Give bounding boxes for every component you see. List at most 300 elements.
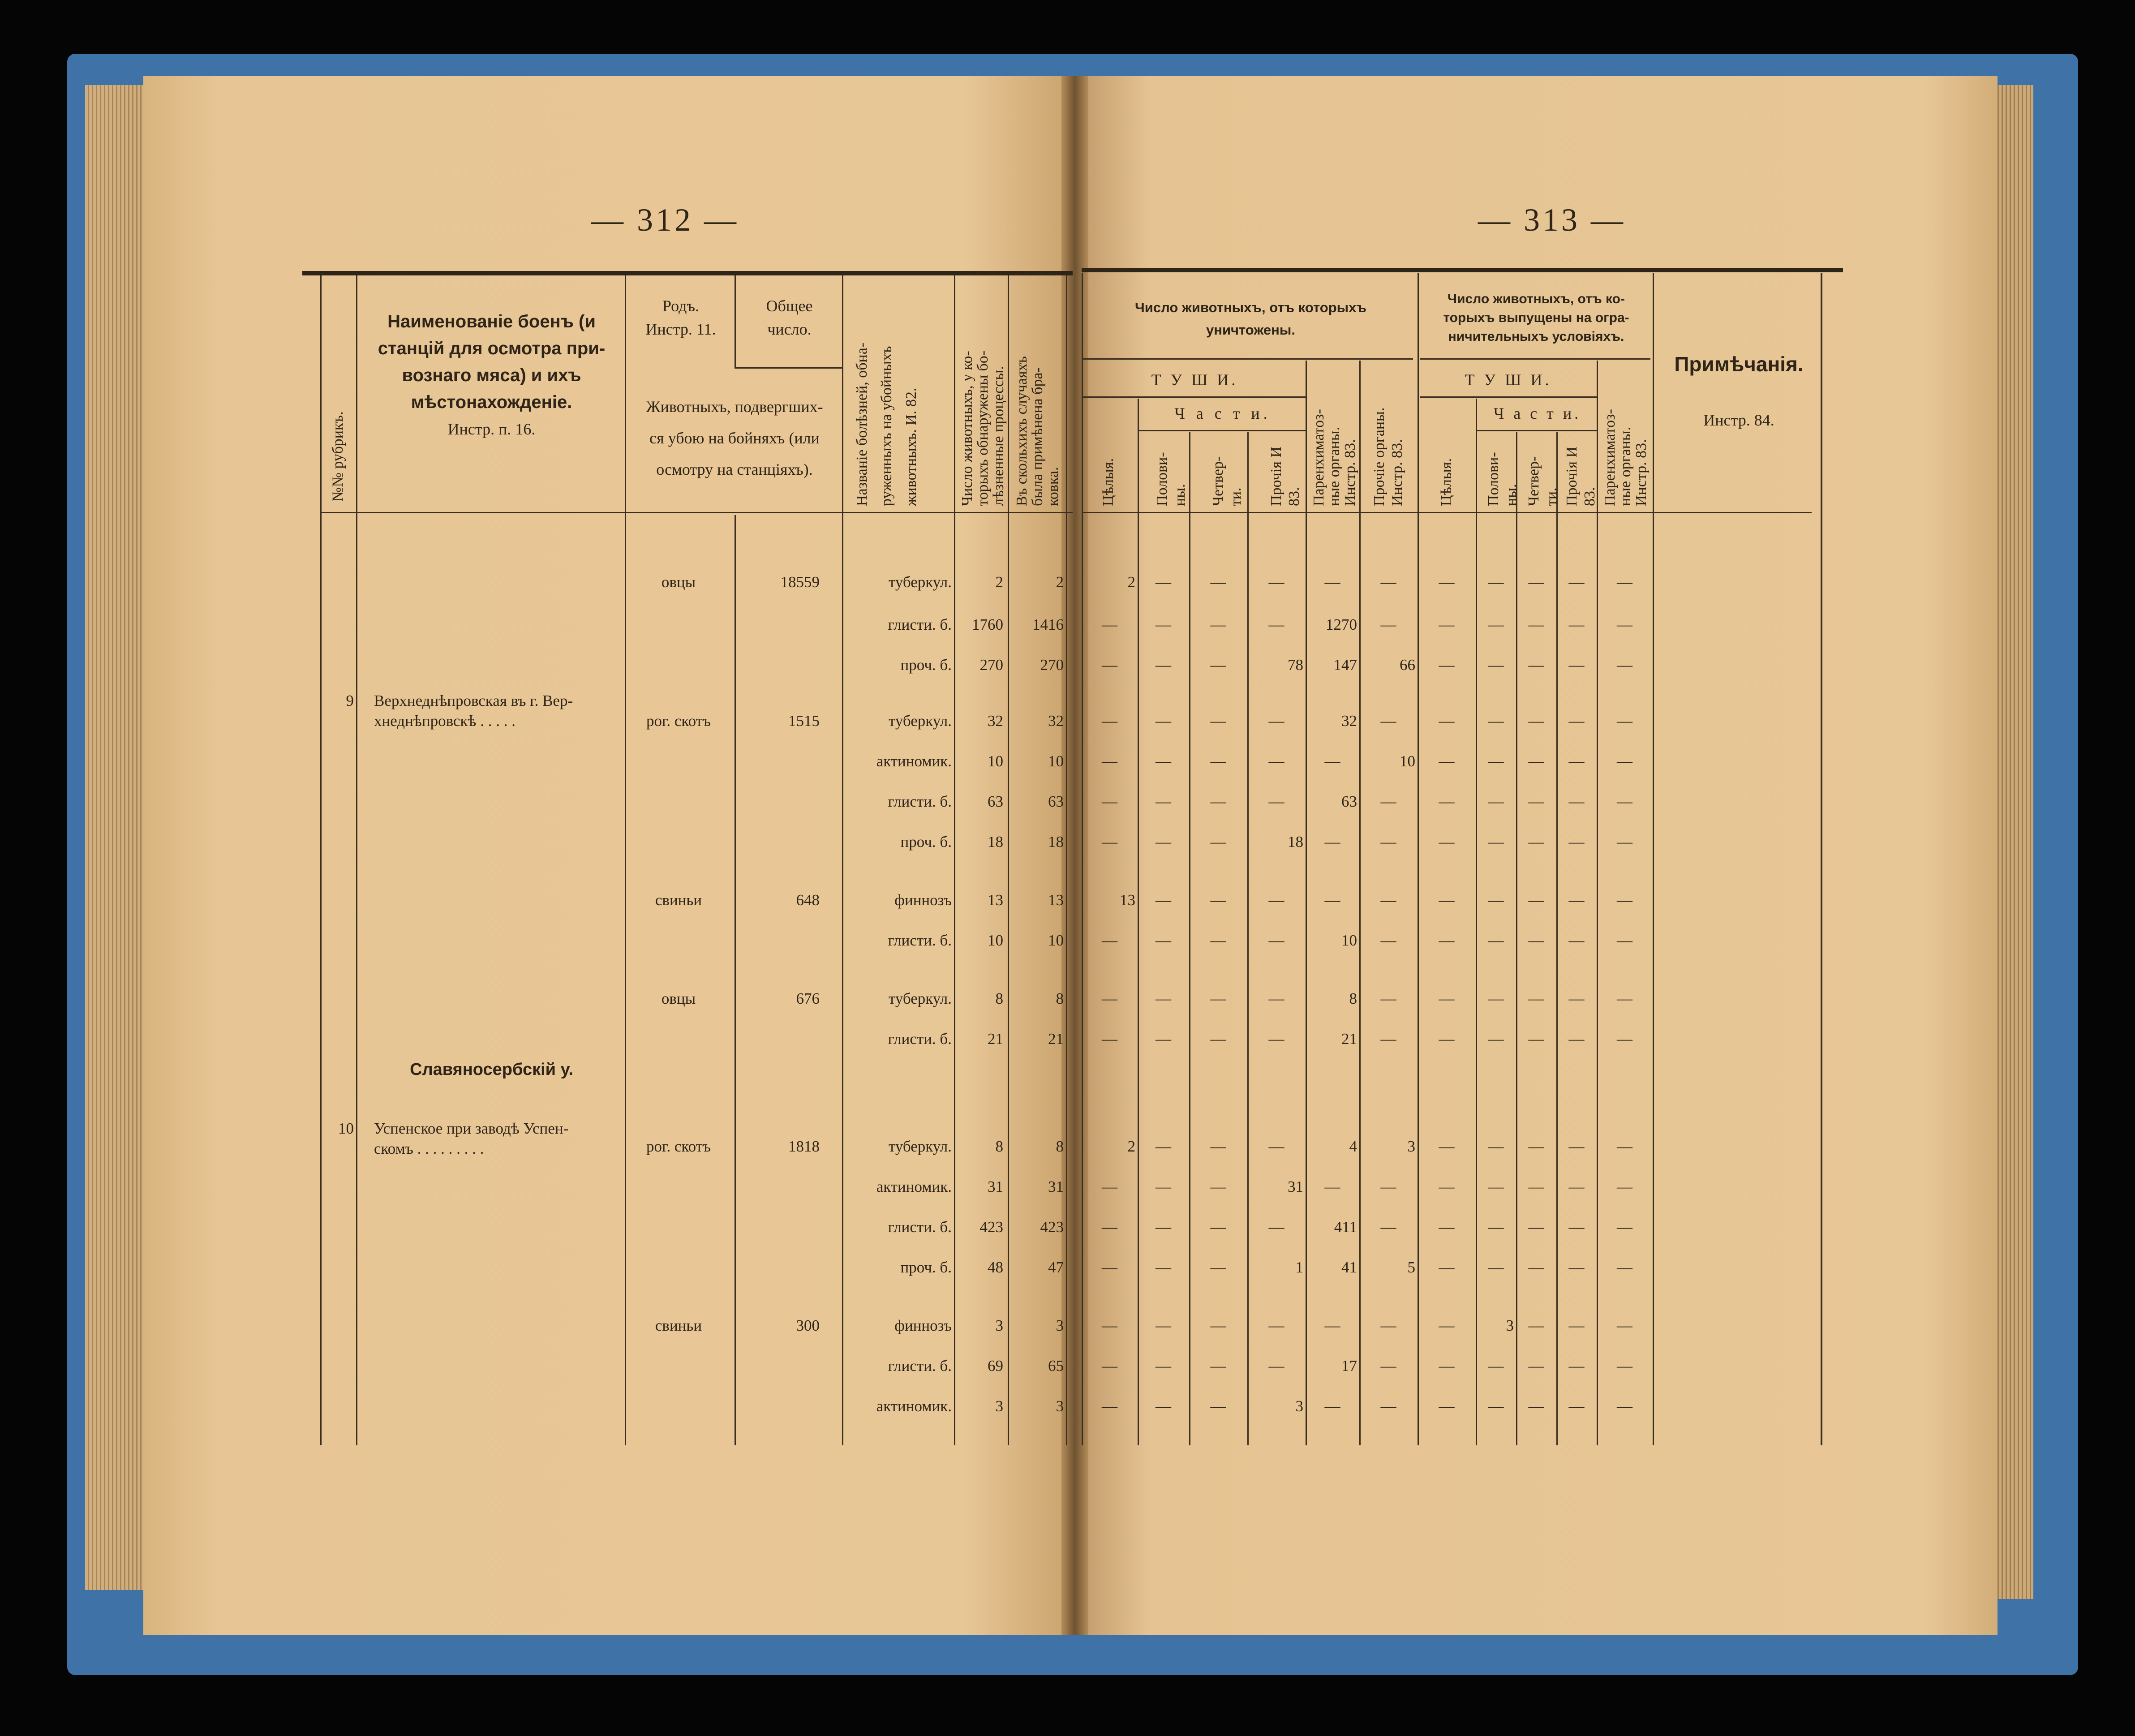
other-cell: 18 bbox=[1288, 833, 1303, 851]
halves-cell: — bbox=[1156, 1218, 1171, 1236]
left-header-bottom-rule bbox=[320, 512, 1073, 513]
disease-name-cell: проч. б. bbox=[900, 833, 952, 851]
r-paren-cell: — bbox=[1617, 793, 1632, 810]
header-name-5: Инстр. п. 16. bbox=[447, 420, 536, 438]
quarters-cell: — bbox=[1210, 990, 1226, 1007]
header-total-1: Общее bbox=[766, 297, 813, 315]
other-cell: — bbox=[1268, 1030, 1284, 1048]
destroyed-header-rule bbox=[1082, 358, 1413, 360]
r-halves-cell: — bbox=[1488, 891, 1504, 909]
condemned-cases-cell: 3 bbox=[1056, 1317, 1064, 1334]
r-whole-cell: — bbox=[1439, 752, 1455, 770]
disease-name-cell: актиномик. bbox=[876, 752, 952, 770]
r-quarters-cell: — bbox=[1528, 1030, 1544, 1048]
entry-number: 9 bbox=[346, 692, 354, 709]
condemned-cases-cell: 10 bbox=[1048, 752, 1064, 770]
r-whole-cell: — bbox=[1439, 1030, 1455, 1048]
animal-kind-cell: рог. скотъ bbox=[646, 712, 711, 730]
paren-cell: — bbox=[1324, 833, 1340, 851]
r-other-cell: — bbox=[1568, 891, 1585, 909]
r-quarters-cell: — bbox=[1528, 793, 1544, 810]
r-halves-cell: — bbox=[1488, 1030, 1504, 1048]
r-halves-cell: — bbox=[1488, 1397, 1504, 1415]
other-cell: 1 bbox=[1295, 1259, 1303, 1276]
disease-name-cell: туберкул. bbox=[889, 573, 952, 591]
r-halves-cell: — bbox=[1488, 656, 1504, 674]
halves-cell: — bbox=[1156, 891, 1171, 909]
r-paren-cell: — bbox=[1617, 932, 1632, 949]
r-quarters-cell: — bbox=[1528, 1259, 1544, 1276]
header-parenchyma-1: Паренхиматоз- bbox=[1310, 409, 1327, 506]
organs-cell: — bbox=[1380, 573, 1396, 591]
quarters-cell: — bbox=[1210, 1259, 1226, 1276]
right-top-rule bbox=[1082, 268, 1843, 272]
other-cell: — bbox=[1268, 712, 1284, 730]
col-line bbox=[1597, 361, 1598, 1445]
r-quarters-cell: — bbox=[1528, 1138, 1544, 1155]
organs-cell: 5 bbox=[1407, 1259, 1415, 1276]
r-halves-cell: 3 bbox=[1506, 1317, 1514, 1334]
col-line bbox=[954, 275, 955, 1445]
affected-count-cell: 3 bbox=[995, 1397, 1003, 1415]
r-quarters-cell: — bbox=[1528, 1218, 1544, 1236]
halves-cell: — bbox=[1156, 833, 1171, 851]
r-other-cell: — bbox=[1568, 833, 1585, 851]
condemned-cases-cell: 65 bbox=[1048, 1357, 1064, 1375]
affected-count-cell: 1760 bbox=[972, 616, 1003, 633]
organs-cell: — bbox=[1380, 1178, 1396, 1195]
r-halves-cell: — bbox=[1488, 573, 1504, 591]
animal-total-cell: 1818 bbox=[788, 1138, 820, 1155]
r-quarters-cell: — bbox=[1528, 990, 1544, 1007]
animal-total-cell: 300 bbox=[796, 1317, 820, 1334]
r-halves-cell: — bbox=[1488, 990, 1504, 1007]
header-r-halves: Полови-ны. bbox=[1485, 452, 1520, 506]
col-line bbox=[1476, 399, 1477, 1445]
r-other-cell: — bbox=[1568, 1317, 1585, 1334]
other-cell: — bbox=[1268, 932, 1284, 949]
kind-total-separator bbox=[735, 367, 843, 369]
header-r-carcasses: Т У Ш И. bbox=[1465, 371, 1552, 389]
carcasses-rule bbox=[1082, 396, 1306, 398]
affected-count-cell: 2 bbox=[995, 573, 1003, 591]
other-cell: — bbox=[1268, 573, 1284, 591]
header-animals-1: Животныхъ, подвергших- bbox=[646, 398, 823, 416]
col-line bbox=[1138, 399, 1139, 1445]
animal-kind-cell: свиньи bbox=[655, 891, 702, 909]
animal-kind-cell: свиньи bbox=[655, 1317, 702, 1334]
whole-cell: — bbox=[1102, 1218, 1117, 1236]
organs-cell: 66 bbox=[1400, 656, 1415, 674]
disease-name-cell: туберкул. bbox=[889, 990, 952, 1007]
r-halves-cell: — bbox=[1488, 752, 1504, 770]
condemned-cases-cell: 31 bbox=[1048, 1178, 1064, 1195]
header-rubric: №№ рубрикъ. bbox=[330, 411, 346, 502]
r-whole-cell: — bbox=[1439, 1317, 1455, 1334]
organs-cell: — bbox=[1380, 1397, 1396, 1415]
quarters-cell: — bbox=[1210, 1317, 1226, 1334]
right-page-number: — 313 — bbox=[1478, 202, 1626, 238]
col-line bbox=[1516, 432, 1517, 1445]
disease-name-cell: актиномик. bbox=[876, 1178, 952, 1195]
header-other-organs-2: Инстр. 83. bbox=[1389, 439, 1405, 506]
whole-cell: — bbox=[1102, 752, 1117, 770]
header-disease-3: животныхъ. И. 82. bbox=[903, 387, 919, 506]
quarters-cell: — bbox=[1210, 833, 1226, 851]
affected-count-cell: 8 bbox=[995, 990, 1003, 1007]
header-parenchyma-3: Инстр. 83. bbox=[1342, 439, 1358, 506]
r-whole-cell: — bbox=[1439, 990, 1455, 1007]
r-quarters-cell: — bbox=[1528, 656, 1544, 674]
entry-name-line-1: Верхнеднѣпровская въ г. Вер- bbox=[374, 692, 573, 709]
r-other-cell: — bbox=[1568, 616, 1585, 633]
r-whole-cell: — bbox=[1439, 1178, 1455, 1195]
r-whole-cell: — bbox=[1439, 891, 1455, 909]
condemned-cases-cell: 1416 bbox=[1032, 616, 1064, 633]
r-other-cell: — bbox=[1568, 1259, 1585, 1276]
halves-cell: — bbox=[1156, 712, 1171, 730]
quarters-cell: — bbox=[1210, 752, 1226, 770]
r-quarters-cell: — bbox=[1528, 712, 1544, 730]
disease-name-cell: глисти. б. bbox=[888, 932, 952, 949]
r-paren-cell: — bbox=[1617, 1178, 1632, 1195]
organs-cell: — bbox=[1380, 932, 1396, 949]
left-top-rule bbox=[302, 271, 1073, 275]
r-other-cell: — bbox=[1568, 1357, 1585, 1375]
r-whole-cell: — bbox=[1439, 793, 1455, 810]
header-kind-1: Родъ. bbox=[662, 297, 700, 315]
organs-cell: — bbox=[1380, 833, 1396, 851]
affected-count-cell: 3 bbox=[995, 1317, 1003, 1334]
affected-count-cell: 21 bbox=[988, 1030, 1003, 1048]
r-other-cell: — bbox=[1568, 1218, 1585, 1236]
r-quarters-cell: — bbox=[1528, 1317, 1544, 1334]
r-other-cell: — bbox=[1568, 573, 1585, 591]
disease-name-cell: финнозъ bbox=[894, 1317, 952, 1334]
halves-cell: — bbox=[1156, 990, 1171, 1007]
col-line bbox=[842, 275, 843, 1445]
col-line bbox=[735, 515, 736, 1445]
paren-cell: 63 bbox=[1341, 793, 1357, 810]
whole-cell: — bbox=[1102, 833, 1117, 851]
r-quarters-cell: — bbox=[1528, 1397, 1544, 1415]
other-cell: 78 bbox=[1288, 656, 1303, 674]
affected-count-cell: 69 bbox=[988, 1357, 1003, 1375]
r-paren-cell: — bbox=[1617, 833, 1632, 851]
col-line bbox=[1247, 432, 1249, 1445]
whole-cell: — bbox=[1102, 793, 1117, 810]
disease-name-cell: проч. б. bbox=[900, 1259, 952, 1276]
halves-cell: — bbox=[1156, 616, 1171, 633]
col-line bbox=[1008, 275, 1009, 1445]
whole-cell: — bbox=[1102, 1357, 1117, 1375]
r-other-cell: — bbox=[1568, 1178, 1585, 1195]
r-quarters-cell: — bbox=[1528, 616, 1544, 633]
header-cases-1: Въ скольхихъ случаяхъ bbox=[1014, 356, 1030, 506]
disease-name-cell: туберкул. bbox=[889, 712, 952, 730]
other-cell: — bbox=[1268, 793, 1284, 810]
organs-cell: 10 bbox=[1400, 752, 1415, 770]
r-halves-cell: — bbox=[1488, 1138, 1504, 1155]
paren-cell: 147 bbox=[1333, 656, 1357, 674]
header-whole: Цѣлыя. bbox=[1100, 458, 1117, 506]
condemned-cases-cell: 423 bbox=[1040, 1218, 1064, 1236]
district-heading: Славяносербскій у. bbox=[410, 1060, 573, 1079]
affected-count-cell: 63 bbox=[988, 793, 1003, 810]
whole-cell: — bbox=[1102, 932, 1117, 949]
header-name-3: вознаго мяса) и ихъ bbox=[402, 365, 581, 385]
quarters-cell: — bbox=[1210, 656, 1226, 674]
left-page-number: — 312 — bbox=[591, 202, 739, 238]
r-paren-cell: — bbox=[1617, 573, 1632, 591]
paren-cell: 41 bbox=[1341, 1259, 1357, 1276]
other-cell: — bbox=[1268, 1138, 1284, 1155]
whole-cell: 2 bbox=[1127, 1138, 1135, 1155]
paren-cell: 411 bbox=[1334, 1218, 1357, 1236]
paren-cell: — bbox=[1324, 1397, 1340, 1415]
r-whole-cell: — bbox=[1439, 1397, 1455, 1415]
header-r-parenchyma-1: Паренхиматоз- bbox=[1602, 409, 1618, 506]
organs-cell: — bbox=[1380, 891, 1396, 909]
r-other-cell: — bbox=[1568, 656, 1585, 674]
col-line bbox=[1306, 361, 1307, 1445]
col-line bbox=[1082, 273, 1083, 1445]
r-other-cell: — bbox=[1568, 752, 1585, 770]
r-paren-cell: — bbox=[1617, 990, 1632, 1007]
paren-cell: 21 bbox=[1341, 1030, 1357, 1048]
condemned-cases-cell: 270 bbox=[1040, 656, 1064, 674]
quarters-cell: — bbox=[1210, 616, 1226, 633]
header-parts: Ч а с т и. bbox=[1174, 404, 1271, 422]
whole-cell: — bbox=[1102, 656, 1117, 674]
affected-count-cell: 423 bbox=[979, 1218, 1003, 1236]
affected-count-cell: 31 bbox=[988, 1178, 1003, 1195]
header-kind-2: Инстр. 11. bbox=[645, 320, 716, 338]
affected-count-cell: 48 bbox=[988, 1259, 1003, 1276]
r-other-cell: — bbox=[1568, 1138, 1585, 1155]
header-other-organs-1: Прочіе органы. bbox=[1371, 407, 1388, 506]
r-carcasses-rule bbox=[1420, 396, 1597, 398]
halves-cell: — bbox=[1156, 1138, 1171, 1155]
r-halves-cell: — bbox=[1488, 1178, 1504, 1195]
quarters-cell: — bbox=[1210, 1357, 1226, 1375]
header-animals-2: ся убою на бойняхъ (или bbox=[649, 429, 820, 447]
affected-count-cell: 10 bbox=[988, 932, 1003, 949]
halves-cell: — bbox=[1156, 656, 1171, 674]
paren-cell: — bbox=[1324, 1317, 1340, 1334]
r-halves-cell: — bbox=[1488, 712, 1504, 730]
header-cases-3: ковка. bbox=[1045, 467, 1061, 506]
header-restricted-1: Число животныхъ, отъ ко- bbox=[1448, 292, 1625, 306]
disease-name-cell: актиномик. bbox=[876, 1397, 952, 1415]
animal-total-cell: 18559 bbox=[780, 573, 820, 591]
whole-cell: 13 bbox=[1120, 891, 1135, 909]
quarters-cell: — bbox=[1210, 891, 1226, 909]
disease-name-cell: глисти. б. bbox=[888, 1357, 952, 1375]
r-other-cell: — bbox=[1568, 793, 1585, 810]
r-whole-cell: — bbox=[1439, 656, 1455, 674]
quarters-cell: — bbox=[1210, 1178, 1226, 1195]
paren-cell: 10 bbox=[1341, 932, 1357, 949]
paren-cell: — bbox=[1324, 891, 1340, 909]
affected-count-cell: 270 bbox=[979, 656, 1003, 674]
restricted-header-rule bbox=[1420, 358, 1650, 360]
header-quarters: Четвер-ти. bbox=[1210, 456, 1244, 506]
whole-cell: — bbox=[1102, 712, 1117, 730]
animal-kind-cell: овцы bbox=[661, 573, 696, 591]
header-count-2: торыхъ обнаружены бо- bbox=[975, 350, 991, 506]
header-disease-1: Названіе болѣзней, обна- bbox=[854, 342, 870, 506]
paren-cell: 4 bbox=[1349, 1138, 1357, 1155]
col-line bbox=[1418, 273, 1419, 1445]
animal-total-cell: 1515 bbox=[788, 712, 820, 730]
paren-cell: 8 bbox=[1349, 990, 1357, 1007]
halves-cell: — bbox=[1156, 1357, 1171, 1375]
halves-cell: — bbox=[1156, 1178, 1171, 1195]
r-whole-cell: — bbox=[1439, 1259, 1455, 1276]
halves-cell: — bbox=[1156, 573, 1171, 591]
r-paren-cell: — bbox=[1617, 1138, 1632, 1155]
r-halves-cell: — bbox=[1488, 833, 1504, 851]
disease-name-cell: туберкул. bbox=[889, 1138, 952, 1155]
paren-cell: 32 bbox=[1341, 712, 1357, 730]
disease-name-cell: глисти. б. bbox=[888, 1030, 952, 1048]
organs-cell: — bbox=[1380, 712, 1396, 730]
right-header-bottom-rule bbox=[1082, 512, 1812, 513]
r-quarters-cell: — bbox=[1528, 833, 1544, 851]
header-name-2: станцій для осмотра при- bbox=[378, 339, 606, 358]
organs-cell: — bbox=[1380, 793, 1396, 810]
header-carcasses: Т У Ш И. bbox=[1151, 371, 1238, 389]
header-r-parenchyma-3: Инстр. 83. bbox=[1633, 439, 1650, 506]
organs-cell: — bbox=[1380, 1218, 1396, 1236]
entry-name-line-2: скомъ . . . . . . . . . bbox=[374, 1140, 484, 1157]
r-paren-cell: — bbox=[1617, 1357, 1632, 1375]
whole-cell: — bbox=[1102, 990, 1117, 1007]
r-paren-cell: — bbox=[1617, 616, 1632, 633]
r-other-cell: — bbox=[1568, 1397, 1585, 1415]
r-quarters-cell: — bbox=[1528, 1357, 1544, 1375]
halves-cell: — bbox=[1156, 752, 1171, 770]
disease-name-cell: глисти. б. bbox=[888, 793, 952, 810]
r-halves-cell: — bbox=[1488, 793, 1504, 810]
col-line bbox=[1653, 273, 1654, 1445]
r-quarters-cell: — bbox=[1528, 752, 1544, 770]
halves-cell: — bbox=[1156, 793, 1171, 810]
quarters-cell: — bbox=[1210, 573, 1226, 591]
other-cell: — bbox=[1268, 891, 1284, 909]
header-count-3: лѣзненные процессы. bbox=[990, 366, 1007, 506]
r-halves-cell: — bbox=[1488, 1218, 1504, 1236]
col-line bbox=[1359, 361, 1361, 1445]
condemned-cases-cell: 13 bbox=[1048, 891, 1064, 909]
r-whole-cell: — bbox=[1439, 1357, 1455, 1375]
whole-cell: — bbox=[1102, 616, 1117, 633]
quarters-cell: — bbox=[1210, 1030, 1226, 1048]
col-line bbox=[1189, 432, 1190, 1445]
r-halves-cell: — bbox=[1488, 932, 1504, 949]
col-line bbox=[1556, 432, 1558, 1445]
condemned-cases-cell: 32 bbox=[1048, 712, 1064, 730]
r-other-cell: — bbox=[1568, 712, 1585, 730]
header-r-other-i83: Прочія И 83. bbox=[1564, 447, 1598, 506]
halves-cell: — bbox=[1156, 1259, 1171, 1276]
other-cell: — bbox=[1268, 1317, 1284, 1334]
r-paren-cell: — bbox=[1617, 1317, 1632, 1334]
paren-cell: — bbox=[1324, 573, 1340, 591]
condemned-cases-cell: 47 bbox=[1048, 1259, 1064, 1276]
paren-cell: 1270 bbox=[1326, 616, 1357, 633]
header-r-parenchyma-2: ные органы. bbox=[1617, 426, 1634, 506]
affected-count-cell: 32 bbox=[988, 712, 1003, 730]
quarters-cell: — bbox=[1210, 1218, 1226, 1236]
header-restricted-3: ничительныхъ условіяхъ. bbox=[1448, 329, 1624, 344]
col-line bbox=[625, 275, 626, 1445]
r-whole-cell: — bbox=[1439, 616, 1455, 633]
disease-name-cell: глисти. б. bbox=[888, 616, 952, 633]
disease-name-cell: проч. б. bbox=[900, 656, 952, 674]
paren-cell: — bbox=[1324, 1178, 1340, 1195]
r-quarters-cell: — bbox=[1528, 932, 1544, 949]
col-line bbox=[1821, 273, 1822, 1445]
other-cell: — bbox=[1268, 1218, 1284, 1236]
col-line bbox=[356, 275, 357, 1445]
r-whole-cell: — bbox=[1439, 932, 1455, 949]
header-disease-2: руженныхъ на убойныхъ bbox=[878, 346, 895, 506]
halves-cell: — bbox=[1156, 932, 1171, 949]
quarters-cell: — bbox=[1210, 712, 1226, 730]
condemned-cases-cell: 8 bbox=[1056, 990, 1064, 1007]
quarters-cell: — bbox=[1210, 793, 1226, 810]
header-r-quarters: Четвер-ти. bbox=[1525, 456, 1560, 506]
r-quarters-cell: — bbox=[1528, 1178, 1544, 1195]
col-line bbox=[320, 275, 322, 1445]
header-notes: Примѣчанія. bbox=[1674, 352, 1804, 376]
condemned-cases-cell: 18 bbox=[1048, 833, 1064, 851]
animal-kind-cell: рог. скотъ bbox=[646, 1138, 711, 1155]
condemned-cases-cell: 2 bbox=[1056, 573, 1064, 591]
r-halves-cell: — bbox=[1488, 1357, 1504, 1375]
quarters-cell: — bbox=[1210, 932, 1226, 949]
r-quarters-cell: — bbox=[1528, 573, 1544, 591]
affected-count-cell: 13 bbox=[988, 891, 1003, 909]
whole-cell: — bbox=[1102, 1317, 1117, 1334]
r-whole-cell: — bbox=[1439, 1138, 1455, 1155]
whole-cell: — bbox=[1102, 1397, 1117, 1415]
parts-rule bbox=[1138, 430, 1306, 431]
organs-cell: — bbox=[1380, 1357, 1396, 1375]
condemned-cases-cell: 10 bbox=[1048, 932, 1064, 949]
halves-cell: — bbox=[1156, 1030, 1171, 1048]
r-parts-rule bbox=[1476, 430, 1597, 431]
entry-name-line-2: хнеднѣпровскѣ . . . . . bbox=[374, 712, 515, 730]
header-name-1: Наименованіе боенъ (и bbox=[387, 312, 596, 331]
r-paren-cell: — bbox=[1617, 712, 1632, 730]
animal-total-cell: 676 bbox=[796, 990, 820, 1007]
header-animals-3: осмотру на станціяхъ). bbox=[656, 460, 813, 478]
whole-cell: — bbox=[1102, 1259, 1117, 1276]
condemned-cases-cell: 63 bbox=[1048, 793, 1064, 810]
header-cases-2: была примѣнена бра- bbox=[1029, 367, 1046, 506]
header-restricted-2: торыхъ выпущены на огра- bbox=[1443, 310, 1629, 325]
entry-number: 10 bbox=[338, 1120, 354, 1137]
r-halves-cell: — bbox=[1488, 1259, 1504, 1276]
affected-count-cell: 10 bbox=[988, 752, 1003, 770]
affected-count-cell: 18 bbox=[988, 833, 1003, 851]
other-cell: — bbox=[1268, 752, 1284, 770]
halves-cell: — bbox=[1156, 1397, 1171, 1415]
paren-cell: — bbox=[1324, 752, 1340, 770]
